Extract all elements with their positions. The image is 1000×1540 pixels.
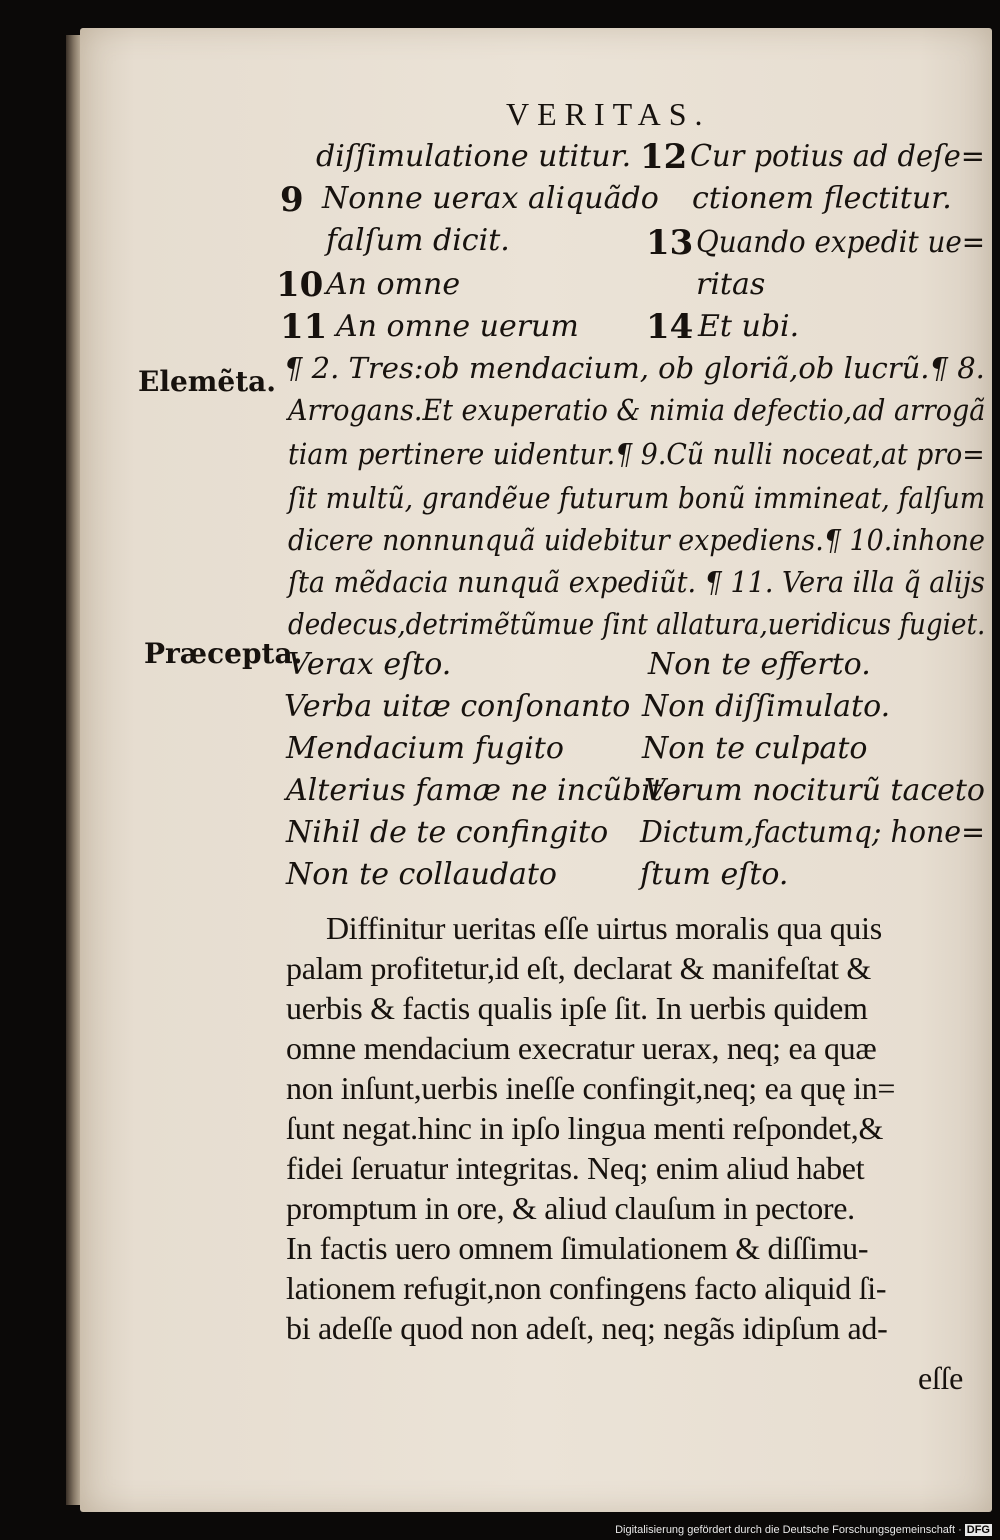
question-right-4-number: 14 <box>646 307 694 347</box>
question-right-2-number: 13 <box>646 223 694 263</box>
precept-right-3: Verum nociturũ taceto <box>644 773 985 808</box>
question-left-4-number: 11 <box>280 307 328 347</box>
question-right-1: ctionem flectitur. <box>692 181 952 216</box>
precept-left-1: Verba uitæ conſonanto <box>284 689 631 724</box>
question-left-1: Nonne uerax aliquãdo <box>322 181 659 216</box>
question-left-2: falſum dicit. <box>326 223 510 258</box>
question-left-0: diſſimulatione utitur. <box>316 139 632 174</box>
elementa-line-5: ſta mẽdacia nunquã expediũt. ¶ 11. Vera illa q̃ alijs <box>288 565 985 599</box>
elementa-line-3: ſit multũ, grandẽue futurum bonũ immineat, falſum <box>288 481 986 515</box>
elementa-line-4: dicere nonnunquã uidebitur expediens.¶ 10.inhone <box>288 523 985 557</box>
precept-left-5: Non te collaudato <box>286 857 557 892</box>
body-line-4: non inſunt,uerbis ineſſe confingit,neq; ea quę in= <box>286 1070 896 1106</box>
digitization-credit <box>615 1524 992 1536</box>
credit-text: Digitalisierung gefördert durch die Deutsche Forschungsgemeinschaft · <box>615 1524 962 1536</box>
margin-label-precepta: Præcepta. <box>144 637 303 670</box>
precept-right-5: ſtum eſto. <box>640 857 789 892</box>
elementa-line-6: dedecus,detrimẽtũmue ſint allatura,ueridicus fugiet. <box>288 607 986 641</box>
body-line-5: ſunt negat.hinc in ipſo lingua menti reſpondet,& <box>286 1110 884 1146</box>
precept-right-1: Non diſſimulato. <box>642 689 891 724</box>
body-line-0: Diffinitur ueritas eſſe uirtus moralis qua quis <box>326 910 882 946</box>
running-header: VERITAS. <box>506 96 711 132</box>
margin-label-elementa: Elemẽta. <box>138 365 277 398</box>
precept-left-2: Mendacium fugito <box>286 731 564 766</box>
question-right-4: Et ubi. <box>698 309 800 344</box>
precept-left-4: Nihil de te confingito <box>286 815 609 850</box>
body-line-8: In factis uero omnem ſimulationem & diſſimu- <box>286 1230 869 1266</box>
body-line-2: uerbis & factis qualis ipſe ſit. In uerbis quidem <box>286 990 868 1026</box>
dfg-logo: DFG <box>966 1524 990 1536</box>
elementa-line-2: tiam pertinere uidentur.¶ 9.Cũ nulli noceat,at pro= <box>288 437 985 471</box>
body-line-6: fidei ſeruatur integritas. Neq; enim aliud habet <box>286 1150 865 1186</box>
question-left-4: An omne uerum <box>336 309 579 344</box>
question-right-0: Cur potius ad deſe= <box>690 139 985 174</box>
question-left-1-number: 9 <box>280 180 304 220</box>
catchword: eſſe <box>918 1360 963 1396</box>
body-line-7: promptum in ore, & aliud clauſum in pectore. <box>286 1190 855 1226</box>
elementa-line-1: Arrogans.Et exuperatio & nimia defectio,ad arrogã <box>288 393 986 427</box>
precept-right-0: Non te efferto. <box>648 647 871 682</box>
body-line-1: palam profitetur,id eſt, declarat & manifeſtat & <box>286 950 871 986</box>
body-line-10: bi adeſſe quod non adeſt, neq; negãs idipſum ad- <box>286 1310 888 1346</box>
precept-right-2: Non te culpato <box>642 731 868 766</box>
precept-left-0: Verax eſto. <box>288 647 452 682</box>
question-right-2: Quando expedit ue= <box>696 225 986 260</box>
body-line-9: lationem refugit,non confingens facto aliquid ſi- <box>286 1270 887 1306</box>
question-right-3: ritas <box>696 267 766 302</box>
question-left-3: An omne <box>326 267 461 302</box>
precept-right-4: Dictum,factumq; hone= <box>640 815 985 850</box>
precept-left-3: Alterius famæ ne incũbito <box>286 773 681 808</box>
body-line-3: omne mendacium execratur uerax, neq; ea quæ <box>286 1030 877 1066</box>
question-left-3-number: 10 <box>276 265 324 305</box>
book-gutter <box>66 35 80 1505</box>
elementa-line-0: ¶ 2. Tres:ob mendacium, ob gloriã,ob lucrũ.¶ 8. <box>284 351 985 385</box>
question-right-0-number: 12 <box>640 137 688 177</box>
